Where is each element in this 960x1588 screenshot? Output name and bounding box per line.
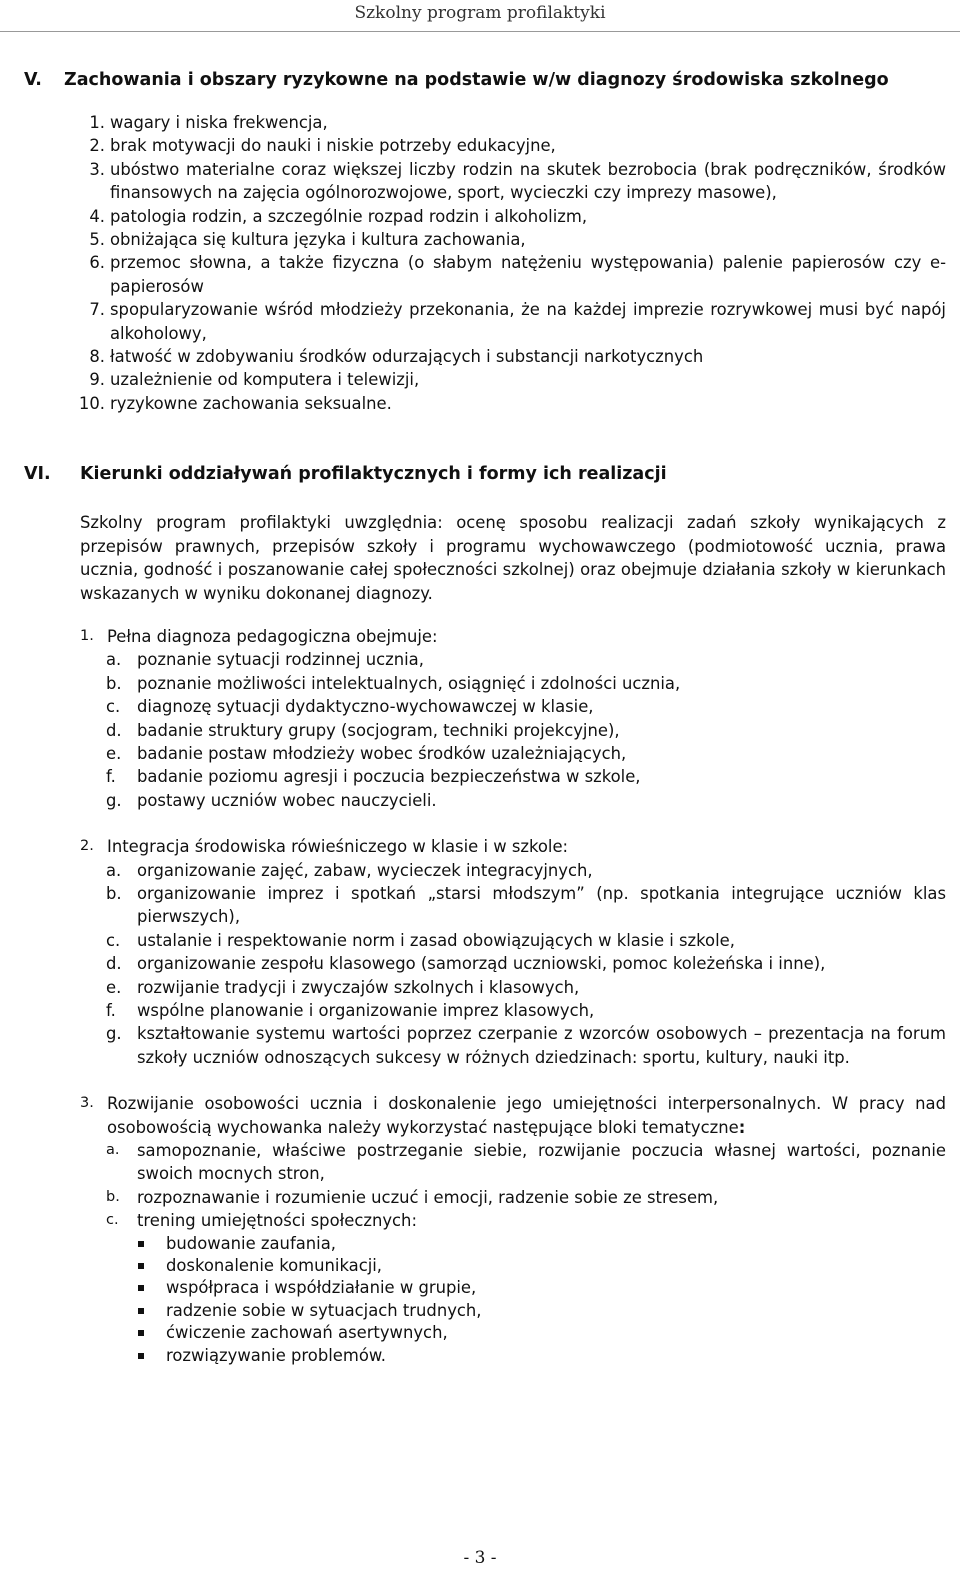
- bullet-item: [80, 1255, 946, 1277]
- list-item-letter: e.: [106, 977, 122, 997]
- personality-block: [80, 1092, 952, 1367]
- list-item-text: ustalanie i respektowanie norm i zasad obowiązujących w klasie i szkole,: [137, 930, 735, 950]
- list-item: [80, 789, 946, 812]
- risk-behaviours-list: [0, 111, 952, 415]
- section-5-title: [0, 68, 952, 93]
- list-item-letter: b.: [106, 673, 122, 693]
- square-bullet-icon: [138, 1308, 144, 1314]
- list-item: [0, 228, 952, 251]
- list-item-number: 1.: [89, 113, 105, 132]
- list-item: [80, 695, 946, 718]
- list-item-text: kształtowanie systemu wartości poprzez czerpanie z wzorców osobowych – prezentacja na forum szkoły uczniów odnoszących sukcesy w różnych dziedzinach: sportu, kultury, nauki itp.: [137, 1024, 946, 1067]
- bullet-text: radzenie sobie w sytuacjach trudnych,: [166, 1300, 482, 1320]
- list-item-letter: f.: [106, 767, 116, 787]
- list-item-text: poznanie możliwości intelektualnych, osiągnięć i zdolności ucznia,: [137, 673, 681, 693]
- list-item-text: spopularyzowanie wśród młodzieży przekonania, że na każdej imprezie rozrywkowej musi być napój alkoholowy,: [110, 300, 946, 343]
- list-item-letter: c.: [106, 930, 121, 950]
- list-item: [80, 859, 946, 882]
- list-item-text: patologia rodzin, a szczególnie rozpad rodzin i alkoholizm,: [110, 206, 588, 226]
- list-item-letter: d.: [106, 954, 122, 974]
- list-item: [80, 929, 946, 952]
- diagnosis-block: [80, 625, 952, 812]
- list-item-text: rozwijanie tradycji i zwyczajów szkolnych i klasowych,: [137, 977, 580, 997]
- block-heading: [80, 625, 946, 648]
- block-number: 2.: [80, 838, 94, 855]
- section-5-number: V.: [24, 70, 42, 90]
- block-heading: [80, 1092, 946, 1139]
- list-item-text: rozpoznawanie i rozumienie uczuć i emocji, radzenie sobie ze stresem,: [137, 1187, 719, 1207]
- list-item-letter: b.: [106, 1188, 120, 1205]
- list-item: [0, 111, 952, 134]
- bullet-text: rozwiązywanie problemów.: [166, 1345, 386, 1365]
- list-item: [80, 742, 946, 765]
- social-skills-list: [80, 1233, 946, 1367]
- section-6-number: VI.: [24, 464, 51, 485]
- list-item-letter: a.: [106, 860, 122, 880]
- square-bullet-icon: [138, 1241, 144, 1247]
- personality-list: [80, 1139, 946, 1233]
- integration-block: [80, 835, 952, 1069]
- page-number: - 3 -: [463, 1548, 497, 1568]
- list-item: [80, 952, 946, 975]
- running-header-title: Szkolny program profilaktyki: [354, 3, 606, 23]
- list-item-letter: c.: [106, 1212, 119, 1229]
- list-item-letter: a.: [106, 1142, 120, 1159]
- list-item-text: organizowanie imprez i spotkań „starsi młodszym” (np. spotkania integrujące uczniów klas pierwszych),: [137, 883, 946, 927]
- list-item: [80, 882, 946, 929]
- list-item-text: badanie poziomu agresji i poczucia bezpieczeństwa w szkole,: [137, 767, 641, 787]
- integration-list: [80, 859, 946, 1070]
- block-heading-text: Integracja środowiska rówieśniczego w klasie i w szkole:: [107, 837, 569, 857]
- block-number: 3.: [80, 1095, 94, 1112]
- list-item-text: badanie postaw młodzieży wobec środków uzależniających,: [137, 743, 627, 763]
- list-item-text: organizowanie zespołu klasowego (samorząd uczniowski, pomoc koleżeńska i inne),: [137, 954, 826, 974]
- header-rule: [0, 31, 960, 32]
- list-item-letter: d.: [106, 720, 122, 740]
- section-5-title-text: Zachowania i obszary ryzykowne na podstawie w/w diagnozy środowiska szkolnego: [64, 70, 889, 90]
- list-item-letter: c.: [106, 697, 121, 717]
- bullet-item: [80, 1300, 946, 1322]
- square-bullet-icon: [138, 1285, 144, 1291]
- list-item-number: 9.: [89, 370, 105, 390]
- list-item: [80, 719, 946, 742]
- list-item: [80, 976, 946, 999]
- section-6-intro: Szkolny program profilaktyki uwzględnia: ocenę sposobu realizacji zadań szkoły wynikających z przepisów prawnych, przepisów szkoły i programu wychowawczego (podmiotowość ucznia, prawa ucznia, godność i poszanowanie całej społeczności szkolnej) oraz obejmuje działania szkoły w kierunkach wskazanych w wyniku dokonanej diagnozy.: [80, 513, 946, 603]
- list-item-text: wagary i niska frekwencja,: [110, 113, 328, 132]
- list-item-text: przemoc słowna, a także fizyczna (o słabym natężeniu występowania) palenie papierosów czy e-papierosów: [110, 253, 946, 296]
- bullet-item: [80, 1233, 946, 1255]
- list-item-text: uzależnienie od komputera i telewizji,: [110, 370, 420, 390]
- block-heading: [80, 835, 946, 858]
- list-item: [80, 1139, 946, 1186]
- list-item-number: 4.: [89, 206, 105, 226]
- list-item-letter: a.: [106, 650, 122, 670]
- list-item: [0, 205, 952, 228]
- list-item-letter: f.: [106, 1001, 116, 1020]
- list-item-letter: e.: [106, 743, 122, 763]
- bullet-text: ćwiczenie zachowań asertywnych,: [166, 1323, 448, 1343]
- list-item-text: postawy uczniów wobec nauczycieli.: [137, 790, 437, 810]
- diagnosis-list: [80, 648, 946, 812]
- square-bullet-icon: [138, 1263, 144, 1269]
- list-item-letter: g.: [106, 790, 122, 810]
- list-item: [80, 648, 946, 671]
- bullet-text: budowanie zaufania,: [166, 1233, 336, 1253]
- list-item-number: 2.: [89, 136, 105, 156]
- list-item-text: organizowanie zajęć, zabaw, wycieczek integracyjnych,: [137, 860, 593, 880]
- section-6-title-text: Kierunki oddziaływań profilaktycznych i formy ich realizacji: [80, 464, 667, 485]
- list-item-text: poznanie sytuacji rodzinnej ucznia,: [137, 650, 424, 670]
- square-bullet-icon: [138, 1330, 144, 1336]
- list-item: [0, 368, 952, 391]
- list-item-number: 7.: [89, 300, 105, 320]
- list-item: [0, 392, 952, 415]
- block-heading-colon: :: [738, 1117, 746, 1137]
- list-item: [0, 251, 952, 298]
- list-item-text: wspólne planowanie i organizowanie imprez klasowych,: [137, 1001, 595, 1020]
- bullet-text: współpraca i współdziałanie w grupie,: [166, 1278, 477, 1298]
- list-item-text: samopoznanie, właściwe postrzeganie siebie, rozwijanie poczucia własnej wartości, poznanie swoich mocnych stron,: [137, 1141, 946, 1184]
- bullet-item: [80, 1345, 946, 1367]
- list-item: [80, 1209, 946, 1232]
- list-item-text: brak motywacji do nauki i niskie potrzeby edukacyjne,: [110, 136, 556, 156]
- list-item: [80, 1022, 946, 1069]
- block-heading-text: Rozwijanie osobowości ucznia i doskonalenie jego umiejętności interpersonalnych. W pracy nad osobowością wychowanka należy wykorzystać następujące bloki tematyczne: [107, 1094, 946, 1137]
- list-item-text: obniżająca się kultura języka i kultura zachowania,: [110, 230, 526, 250]
- list-item-number: 8.: [89, 347, 105, 367]
- list-item-number: 10.: [78, 393, 105, 413]
- list-item: [0, 158, 952, 205]
- list-item-number: 3.: [89, 159, 105, 179]
- list-item-number: 6.: [89, 253, 105, 273]
- bullet-text: doskonalenie komunikacji,: [166, 1256, 383, 1276]
- square-bullet-icon: [138, 1353, 144, 1359]
- bullet-item: [80, 1322, 946, 1344]
- list-item-letter: b.: [106, 883, 122, 903]
- list-item: [0, 345, 952, 368]
- list-item-letter: g.: [106, 1024, 122, 1044]
- list-item: [0, 134, 952, 157]
- page-content: [0, 68, 952, 1367]
- list-item-text: badanie struktury grupy (socjogram, techniki projekcyjne),: [137, 720, 620, 740]
- list-item: [80, 1186, 946, 1209]
- list-item-text: diagnozę sytuacji dydaktyczno-wychowawczej w klasie,: [137, 697, 594, 717]
- list-item: [0, 298, 952, 345]
- list-item: [80, 999, 946, 1022]
- list-item-text: trening umiejętności społecznych:: [137, 1211, 417, 1231]
- block-heading-text: Pełna diagnoza pedagogiczna obejmuje:: [107, 626, 438, 646]
- list-item-text: ryzykowne zachowania seksualne.: [110, 393, 392, 413]
- list-item: [80, 672, 946, 695]
- running-header: [0, 0, 960, 30]
- list-item: [80, 765, 946, 788]
- section-6-title: [0, 462, 952, 487]
- list-item-text: ubóstwo materialne coraz większej liczby rodzin na skutek bezrobocia (brak podręczników, środków finansowych na zajęcia ogólnorozwojowe, sport, wycieczki czy imprezy masowe),: [110, 159, 946, 203]
- block-number: 1.: [80, 627, 94, 644]
- bullet-item: [80, 1277, 946, 1299]
- list-item-text: łatwość w zdobywaniu środków odurzających i substancji narkotycznych: [110, 347, 704, 367]
- list-item-number: 5.: [89, 230, 105, 250]
